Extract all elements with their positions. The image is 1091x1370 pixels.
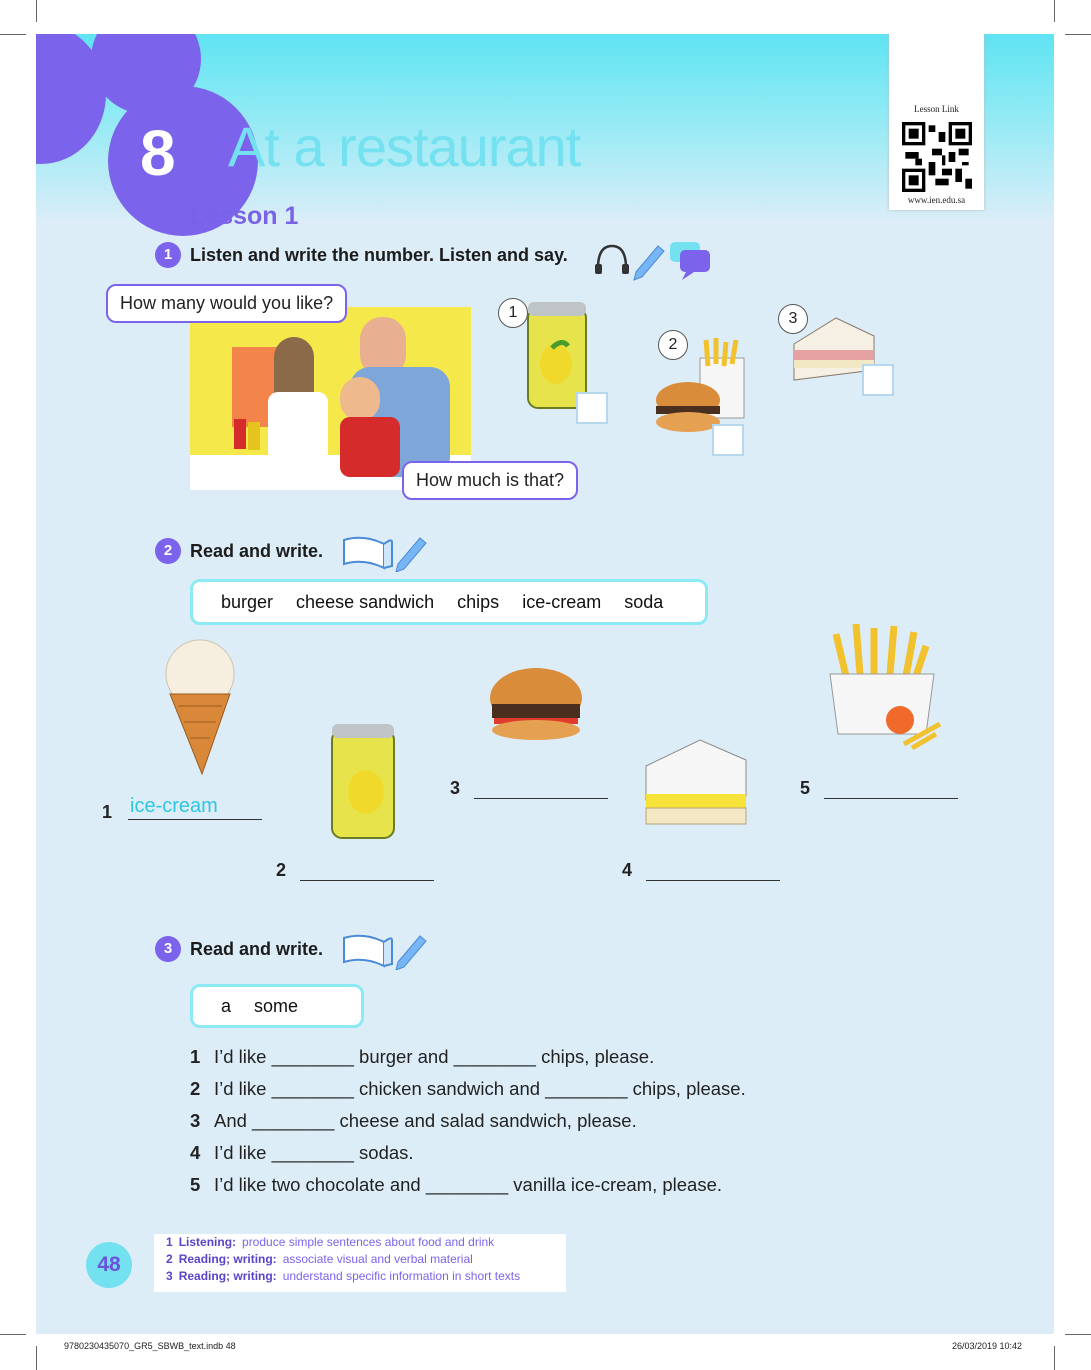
burger-and-chips-image <box>652 338 752 438</box>
answer-line-2[interactable] <box>300 860 434 881</box>
item-number-2: 2 <box>276 860 287 880</box>
sentence-text: I’d like ________ burger and ________ chips, please. <box>214 1046 655 1067</box>
read-write-icons <box>340 532 430 572</box>
exercise-3-number: 3 <box>155 936 181 962</box>
lesson-title: Lesson 1 <box>190 202 299 230</box>
exercise-1-instruction: Listen and write the number. Listen and say. <box>190 245 568 265</box>
word-bank-exercise-3 <box>190 984 364 1028</box>
cheese-sandwich-image <box>640 736 750 836</box>
sentence-1[interactable] <box>190 1046 654 1068</box>
sentence-4[interactable] <box>190 1142 414 1164</box>
exercise-2-number: 2 <box>155 538 181 564</box>
answer-box-1[interactable] <box>576 392 608 424</box>
speech-bubble-customer: How much is that? <box>402 461 578 500</box>
picture-label-3: 3 <box>778 304 808 334</box>
burger-image <box>486 664 586 744</box>
sentence-number: 1 <box>190 1046 201 1067</box>
exercise-2-instruction: Read and write. <box>190 541 324 561</box>
word-bank-item: cheese sandwich <box>296 592 435 612</box>
objective-1: 1 Listening: produce simple sentences about food and drink <box>166 1235 495 1249</box>
print-slug-file: 9780230435070_GR5_SBWB_text.indb 48 <box>64 1341 236 1351</box>
page-number: 48 <box>86 1242 132 1288</box>
crop-mark <box>36 0 37 22</box>
crop-mark <box>1054 1346 1055 1370</box>
sentence-text: And ________ cheese and salad sandwich, please. <box>214 1110 637 1131</box>
picture-label-1: 1 <box>498 298 528 328</box>
exercise-3-instruction: Read and write. <box>190 939 324 959</box>
sentence-number: 4 <box>190 1142 201 1163</box>
word-bank-item: ice-cream <box>522 592 602 612</box>
lesson-link-label: Lesson Link <box>914 104 959 114</box>
sentence-number: 3 <box>190 1110 201 1131</box>
answer-box-3[interactable] <box>862 364 894 396</box>
crop-mark <box>1065 1334 1091 1335</box>
learning-objectives <box>154 1234 566 1292</box>
item-number-5: 5 <box>800 778 811 798</box>
item-number-1: 1 <box>102 802 113 822</box>
picture-label-2: 2 <box>658 330 688 360</box>
exercise-1-number: 1 <box>155 242 181 268</box>
soda-can-image <box>326 722 406 844</box>
workbook-page <box>36 34 1054 1334</box>
word-bank-item: chips <box>457 592 500 612</box>
answer-line-4[interactable] <box>646 860 780 881</box>
word-bank-exercise-2 <box>190 579 708 625</box>
crop-mark <box>0 1334 26 1335</box>
sentence-text: I’d like two chocolate and ________ vanilla ice-cream, please. <box>214 1174 723 1195</box>
crop-mark <box>36 1346 37 1370</box>
listen-write-speak-icons <box>594 238 714 282</box>
word-bank-item: burger <box>221 592 274 612</box>
lesson-link-url[interactable]: www.ien.edu.sa <box>907 195 966 205</box>
crop-mark <box>1065 34 1091 35</box>
word-bank-item: some <box>254 996 299 1016</box>
sentence-2[interactable] <box>190 1078 746 1100</box>
sentence-text: I’d like ________ chicken sandwich and ________ chips, please. <box>214 1078 746 1099</box>
speech-bubble-waiter: How many would you like? <box>106 284 347 323</box>
item-number-4: 4 <box>622 860 633 880</box>
ice-cream-image <box>160 634 240 784</box>
chips-image <box>816 624 946 754</box>
crop-mark <box>0 34 26 35</box>
qr-code-icon <box>902 122 972 192</box>
answer-line-1[interactable] <box>128 795 262 820</box>
crop-mark <box>1054 0 1055 22</box>
answer-line-5[interactable] <box>824 778 958 799</box>
answer-box-2[interactable] <box>712 424 744 456</box>
word-bank-item: soda <box>624 592 664 612</box>
unit-title: At a restaurant <box>228 115 581 178</box>
print-slug-date: 26/03/2019 10:42 <box>952 1341 1023 1351</box>
sentence-5[interactable] <box>190 1174 722 1196</box>
sentence-number: 2 <box>190 1078 201 1099</box>
item-number-3: 3 <box>450 778 461 798</box>
read-write-icons <box>340 930 430 970</box>
word-bank-item: a <box>221 996 232 1016</box>
sentence-3[interactable] <box>190 1110 637 1132</box>
sentence-text: I’d like ________ sodas. <box>214 1142 414 1163</box>
answer-line-3[interactable] <box>474 778 608 799</box>
answer-text-1: ice-cream <box>130 795 218 817</box>
objective-2: 2 Reading; writing: associate visual and verbal material <box>166 1252 473 1266</box>
lesson-link-card[interactable] <box>889 34 984 210</box>
unit-number: 8 <box>140 117 176 189</box>
sentence-number: 5 <box>190 1174 201 1195</box>
objective-3: 3 Reading; writing: understand specific information in short texts <box>166 1269 521 1283</box>
